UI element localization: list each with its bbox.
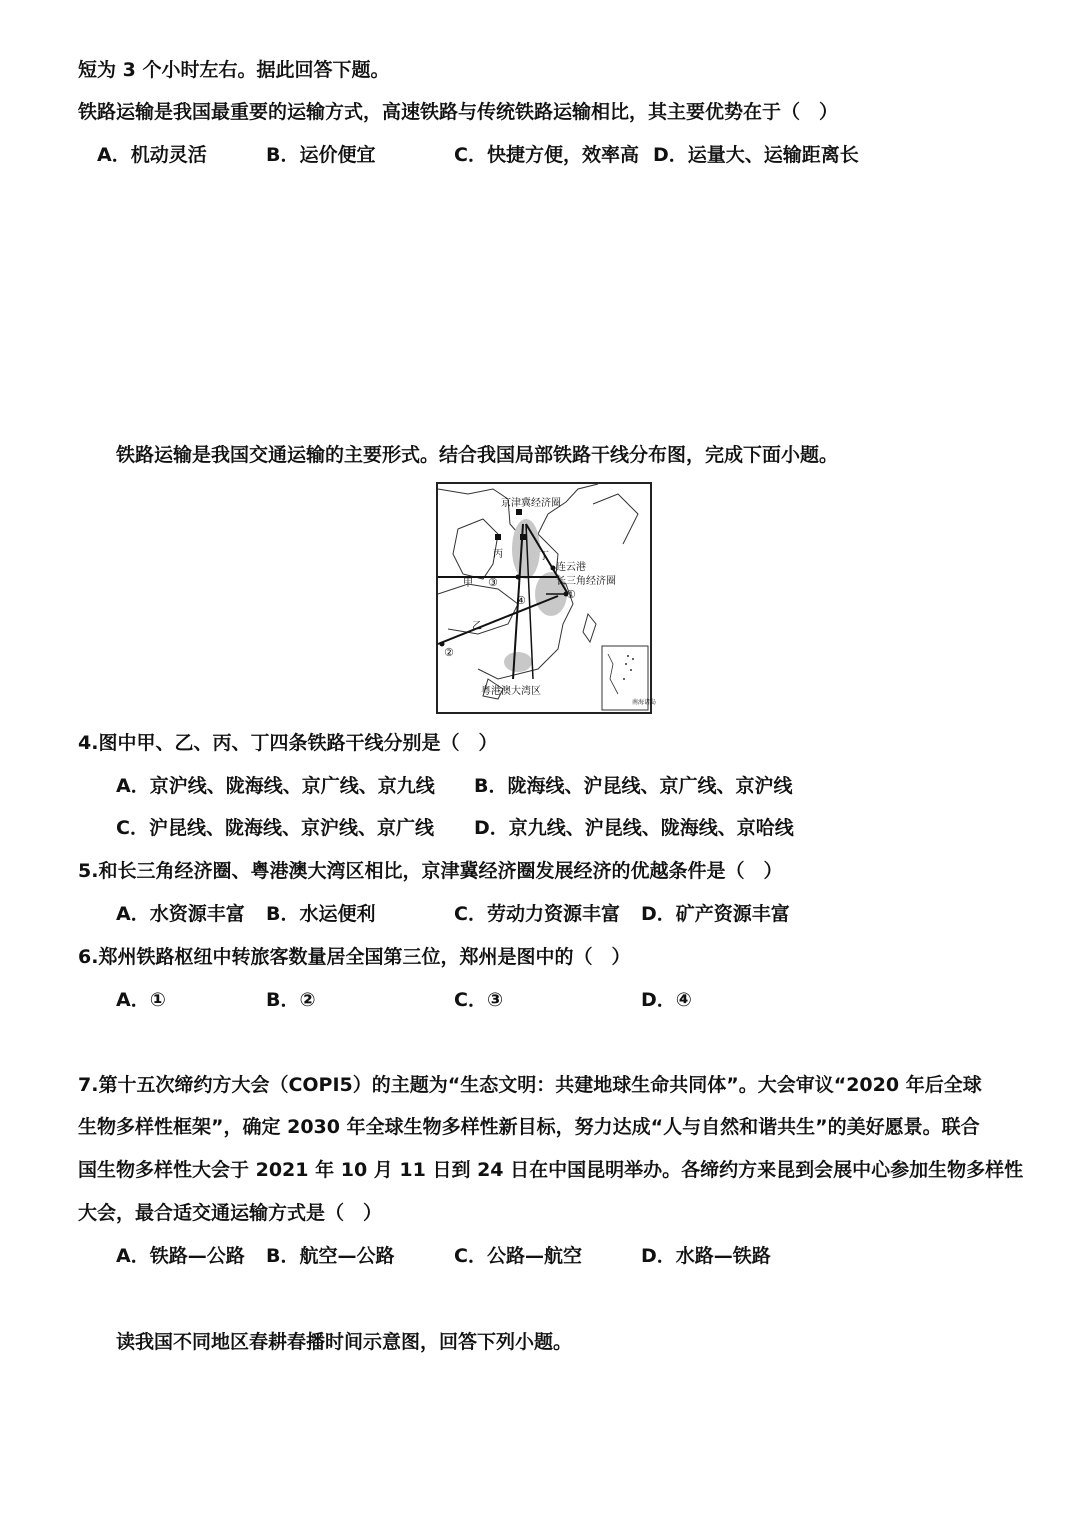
label-changsanjiao: 长三角经济圈: [556, 576, 616, 587]
city-node: [495, 534, 501, 540]
q3-option-d: D．运量大、运输距离长: [653, 144, 859, 166]
question-5-stem: 5.和长三角经济圈、粤港澳大湾区相比，京津冀经济圈发展经济的优越条件是（ ）: [78, 860, 783, 882]
label-bing: 丙: [493, 549, 503, 560]
q5-option-b: B．水运便利: [266, 903, 376, 925]
q3-option-c: C．快捷方便，效率高: [454, 144, 639, 166]
label-yuegangao: 粤港澳大湾区: [481, 686, 541, 697]
q6-option-c: C．③: [454, 989, 504, 1011]
q7-option-d: D．水路—铁路: [641, 1245, 771, 1267]
q3-option-a: A．机动灵活: [97, 144, 207, 166]
question-7-line-2: 生物多样性框架”，确定 2030 年全球生物多样性新目标，努力达成“人与自然和谐共生”的美好愿景。联合: [78, 1116, 980, 1138]
q4-option-c: C．沪昆线、陇海线、京沪线、京广线: [116, 817, 434, 839]
label-num-3: ③: [488, 576, 498, 589]
q5-option-d: D．矿产资源丰富: [641, 903, 790, 925]
question-3-stem: 铁路运输是我国最重要的运输方式，高速铁路与传统铁路运输相比，其主要优势在于（ ）: [78, 101, 839, 123]
korea-outline: [593, 494, 638, 544]
q7-option-b: B．航空—公路: [266, 1245, 395, 1267]
label-jia: 甲: [463, 578, 473, 589]
question-7-line-4: 大会，最合适交通运输方式是（ ）: [78, 1202, 383, 1224]
island-dot: [625, 663, 627, 665]
q7-option-a: A．铁路—公路: [116, 1245, 245, 1267]
intro-text: 短为 3 个小时左右。据此回答下题。: [78, 59, 390, 81]
question-7-line-3: 国生物多样性大会于 2021 年 10 月 11 日到 24 日在中国昆明举办。各缔约方来昆到会展中心参加生物多样性: [78, 1159, 1024, 1181]
label-ding: 丁: [539, 551, 549, 562]
label-lianyungang: 连云港: [556, 562, 586, 573]
question-6-stem: 6.郑州铁路枢纽中转旅客数量居全国第三位，郑州是图中的（ ）: [78, 946, 631, 968]
railway-yi: [438, 596, 558, 644]
label-num-1: ①: [566, 588, 576, 601]
city-node: [520, 534, 526, 540]
label-jingjinji: 京津冀经济圈: [501, 498, 561, 509]
label-inset: 南海诸岛: [632, 699, 657, 706]
yuegangao-zone: [504, 652, 532, 672]
q3-option-b: B．运价便宜: [266, 144, 376, 166]
question-7-line-1: 7.第十五次缔约方大会（COPI5）的主题为“生态文明：共建地球生命共同体”。大会审议“2020 年后全球: [78, 1074, 982, 1096]
q4-option-a: A．京沪线、陇海线、京广线、京九线: [116, 775, 435, 797]
label-num-4: ④: [516, 594, 526, 607]
section-intro: 铁路运输是我国交通运输的主要形式。结合我国局部铁路干线分布图，完成下面小题。: [116, 444, 839, 466]
q4-option-b: B．陇海线、沪昆线、京广线、京沪线: [474, 775, 793, 797]
island-dot: [627, 655, 629, 657]
label-yi: 乙: [472, 621, 482, 632]
railway-map-svg: [438, 484, 657, 712]
island-dot: [623, 678, 625, 680]
taiwan-outline: [583, 614, 596, 642]
q6-option-d: D．④: [641, 989, 692, 1011]
island-dot: [632, 658, 634, 660]
q5-option-c: C．劳动力资源丰富: [454, 903, 620, 925]
next-section-intro: 读我国不同地区春耕春播时间示意图，回答下列小题。: [116, 1331, 573, 1353]
city-node: [551, 566, 556, 571]
island-dot: [630, 669, 632, 671]
city-node: [516, 575, 521, 580]
question-4-stem: 4.图中甲、乙、丙、丁四条铁路干线分别是（ ）: [78, 732, 498, 754]
q6-option-b: B．②: [266, 989, 316, 1011]
q4-option-d: D．京九线、沪昆线、陇海线、京哈线: [474, 817, 794, 839]
q5-option-a: A．水资源丰富: [116, 903, 245, 925]
city-node: [516, 509, 522, 515]
q6-option-a: A．①: [116, 989, 166, 1011]
railway-map: [436, 482, 657, 714]
label-num-2: ②: [444, 646, 454, 659]
province-outline: [453, 519, 498, 579]
q7-option-c: C．公路—航空: [454, 1245, 582, 1267]
